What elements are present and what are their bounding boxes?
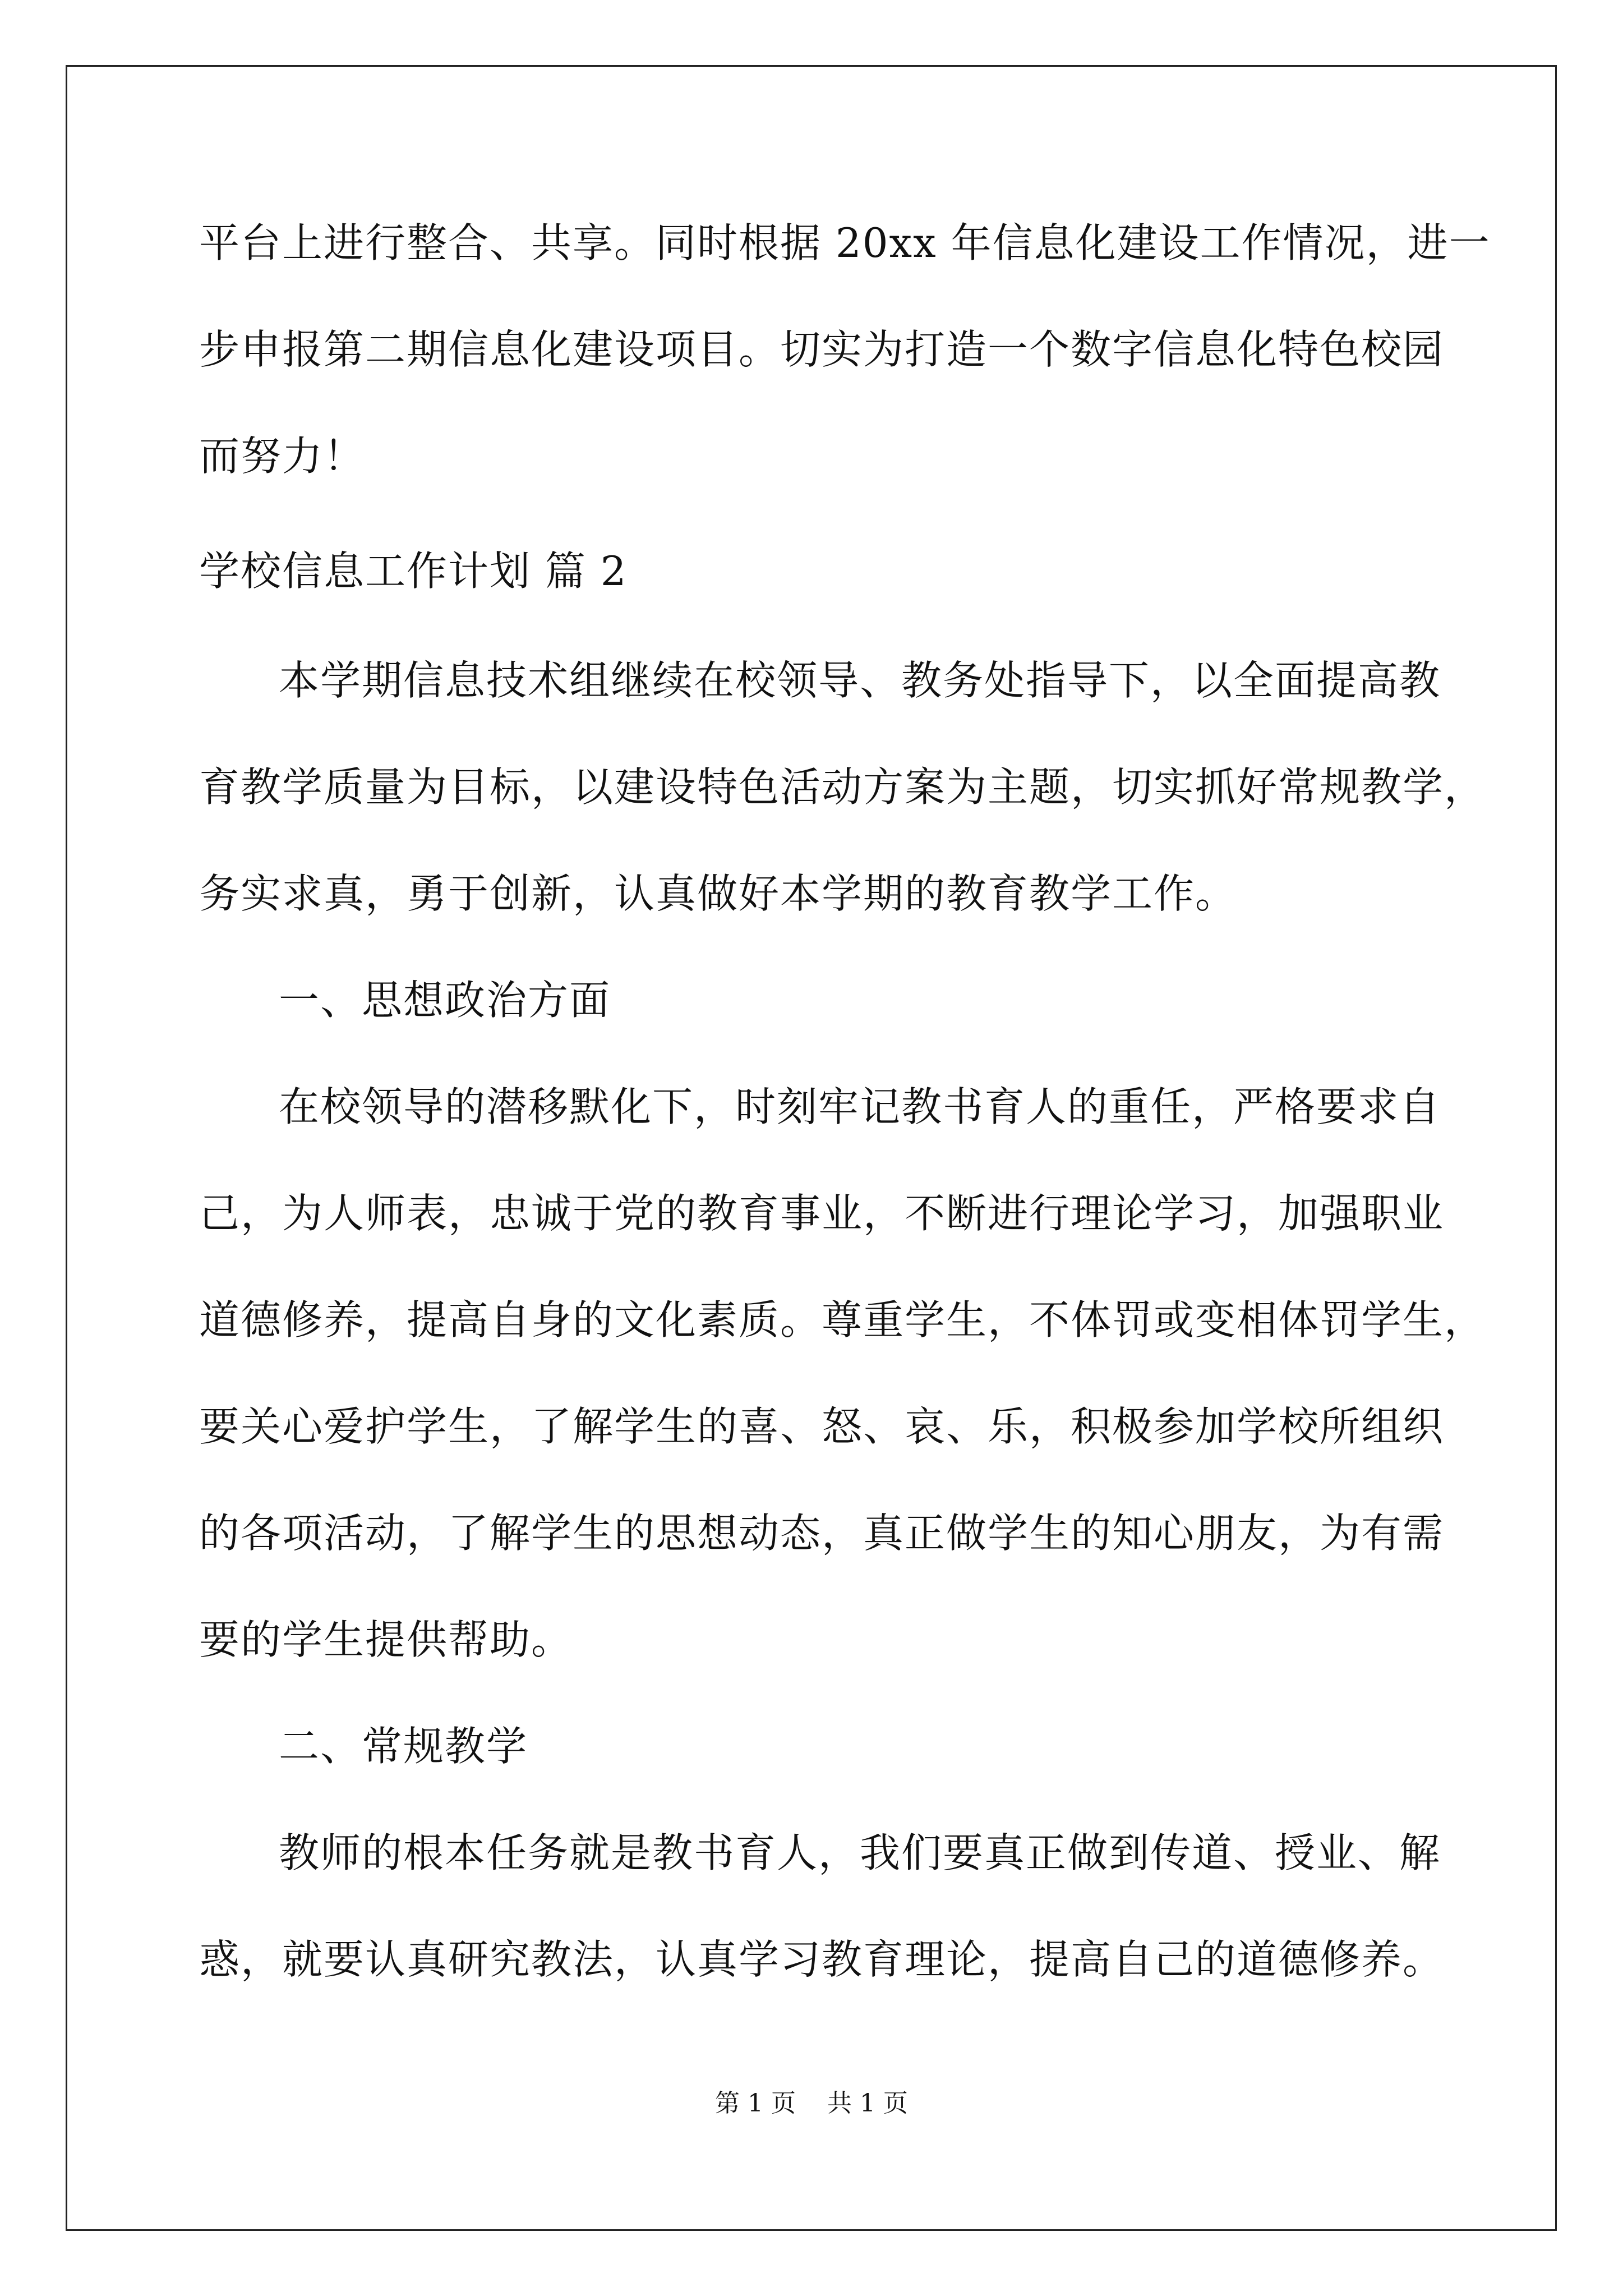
section-heading: 学校信息工作计划 篇 2 (199, 547, 628, 595)
page-footer: 第 1 页 共 1 页 (715, 2089, 908, 2118)
body-text-line: 要关心爱护学生，了解学生的喜、怒、哀、乐，积极参加学校所组织 (199, 1403, 1445, 1450)
subheading: 一、思想政治方面 (279, 977, 611, 1024)
body-text-line: 步申报第二期信息化建设项目。切实为打造一个数字信息化特色校园 (199, 326, 1445, 373)
body-text-line: 本学期信息技术组继续在校领导、教务处指导下，以全面提高教 (279, 657, 1441, 704)
subheading: 二、常规教学 (279, 1723, 528, 1770)
body-text-line: 惑，就要认真研究教法，认真学习教育理论，提高自己的道德修养。 (199, 1936, 1445, 1983)
body-text-line: 要的学生提供帮助。 (199, 1616, 573, 1663)
body-text-line: 教师的根本任务就是教书育人，我们要真正做到传道、授业、解 (279, 1829, 1441, 1876)
body-text-line: 平台上进行整合、共享。同时根据 20xx 年信息化建设工作情况，进一 (199, 219, 1491, 266)
body-text-line: 育教学质量为目标，以建设特色活动方案为主题，切实抓好常规教学， (199, 763, 1486, 811)
body-text-line: 在校领导的潜移默化下，时刻牢记教书育人的重任，严格要求自 (279, 1083, 1441, 1130)
body-text-line: 己，为人师表，忠诚于党的教育事业，不断进行理论学习，加强职业 (199, 1190, 1445, 1237)
body-text-line: 道德修养，提高自身的文化素质。尊重学生，不体罚或变相体罚学生， (199, 1296, 1486, 1343)
body-text-line: 的各项活动，了解学生的思想动态，真正做学生的知心朋友，为有需 (199, 1510, 1445, 1557)
body-text-line: 而努力！ (199, 432, 366, 480)
page-border (66, 65, 1557, 2231)
body-text-line: 务实求真，勇于创新，认真做好本学期的教育教学工作。 (199, 870, 1237, 917)
